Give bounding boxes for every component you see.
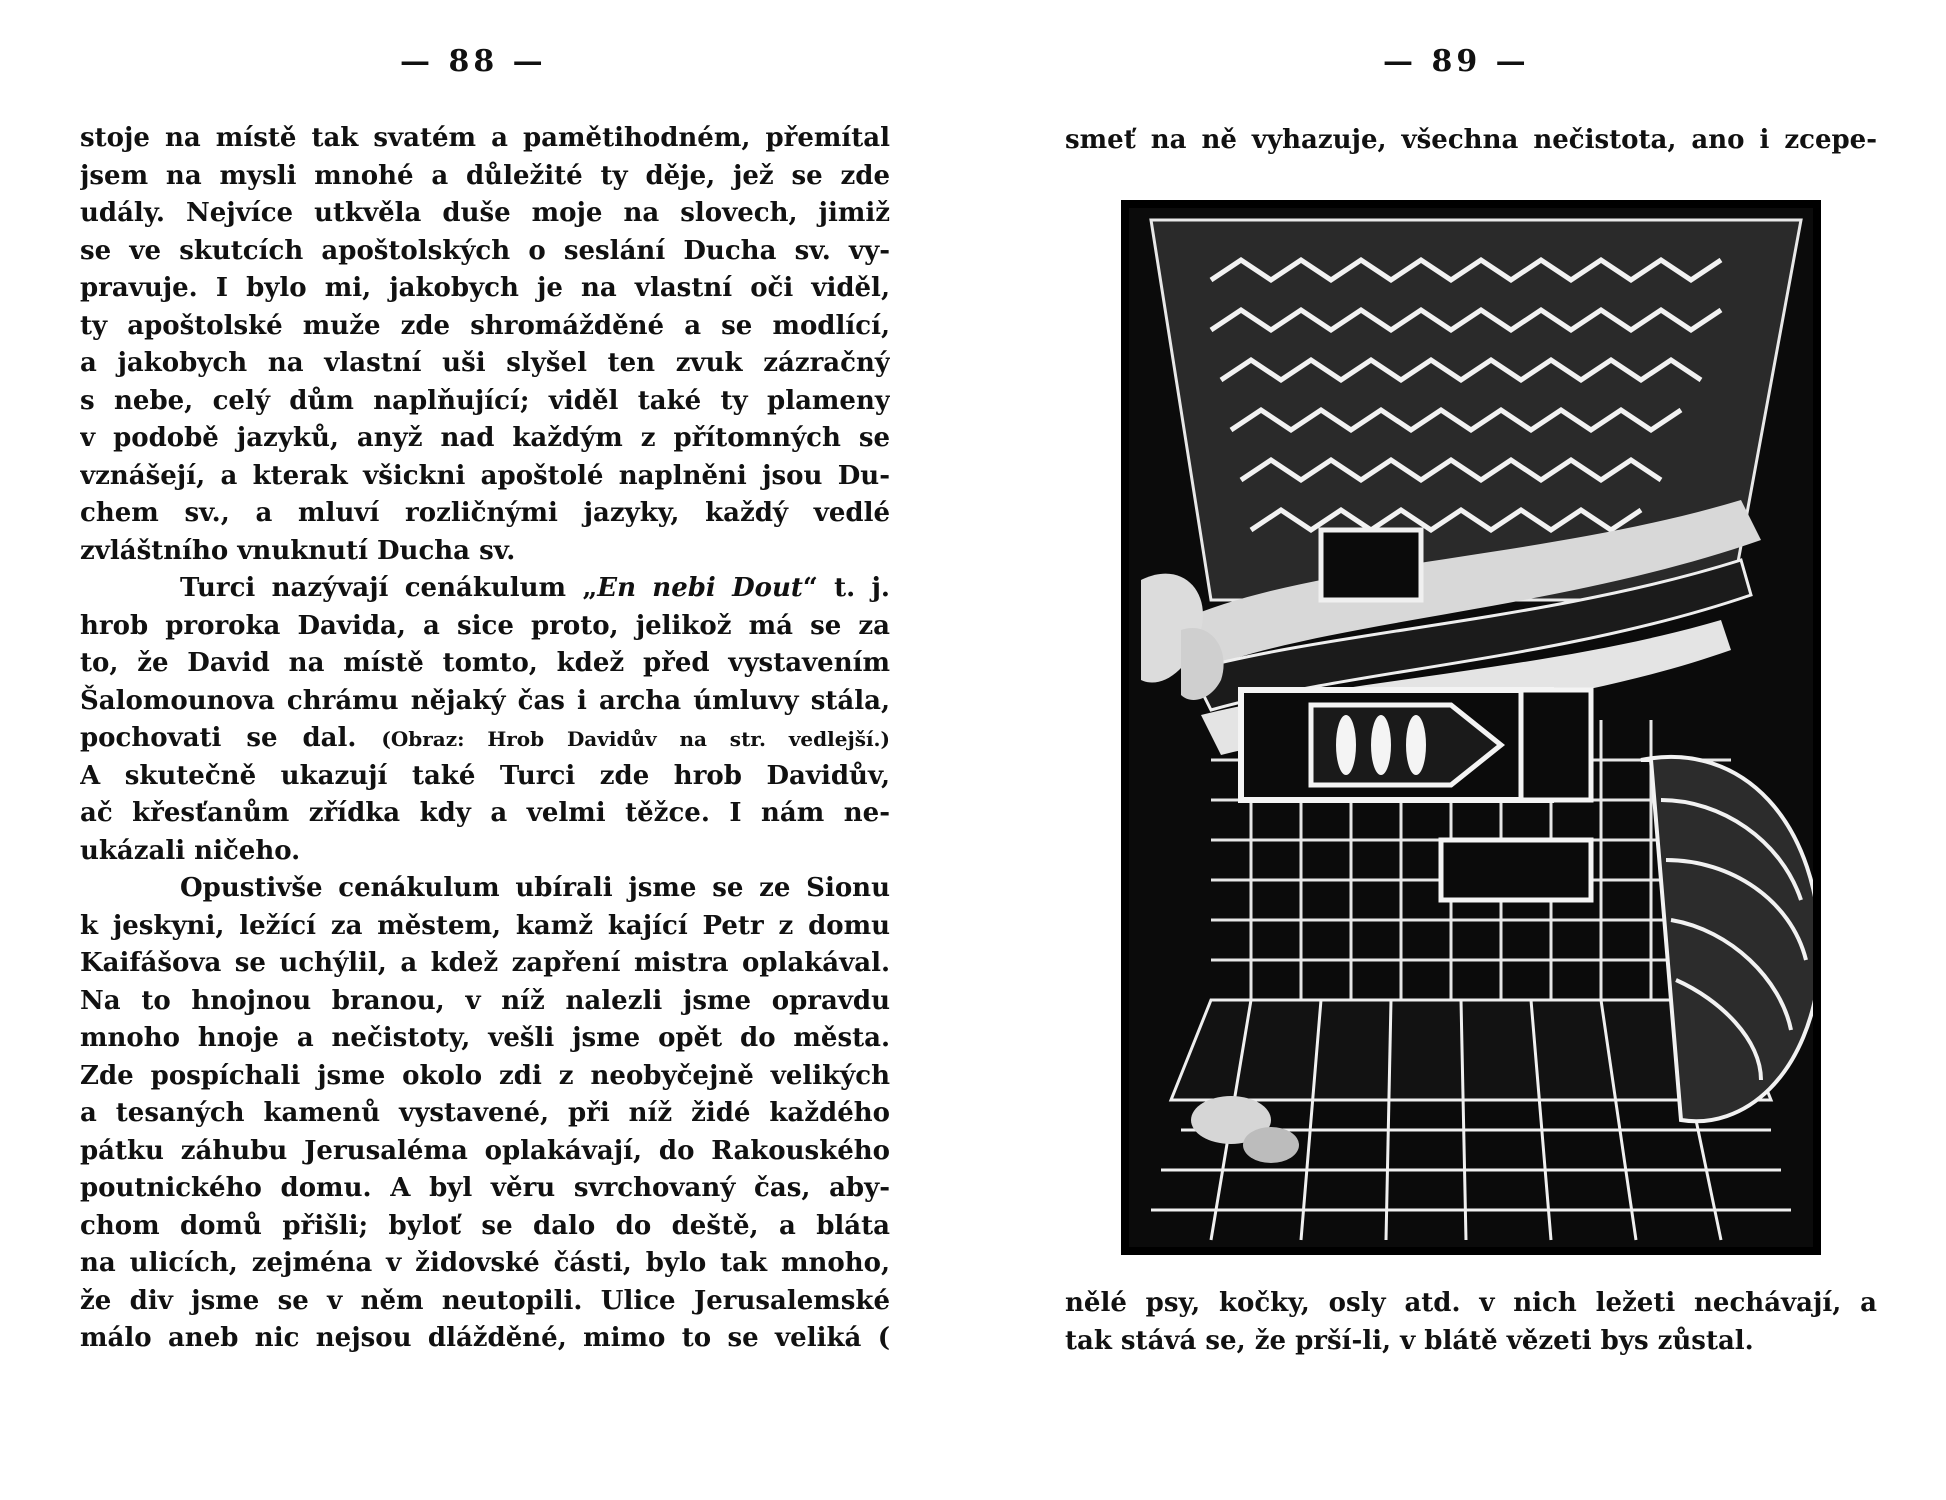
italic-term: En nebi Dout xyxy=(597,573,803,603)
right-page-bottom-text xyxy=(1065,1285,1877,1360)
text-line: málo aneb nic nejsou dlážděné, mimo to se veliká ( xyxy=(80,1323,890,1353)
text-line xyxy=(80,720,890,758)
text-line: zvláštního vnuknutí Ducha sv. xyxy=(80,535,516,566)
text-line: tak stává se, že prší-li, v blátě vězeti bys zůstal. xyxy=(1065,1325,1754,1356)
text-span: “ t. j. xyxy=(802,573,890,603)
right-page-top-text xyxy=(1065,122,1877,160)
text-line: chom domů přišli; byloť se dalo do deště, a bláta xyxy=(80,1210,890,1241)
page-number-left: — 88 — xyxy=(400,44,547,79)
text-line: a tesaných kamenů vystavené, při níž židé každého xyxy=(80,1098,890,1128)
text-line: hrob proroka Davida, a sice proto, jelikož má se za xyxy=(80,610,890,641)
text-line: vznášejí, a kterak všickni apoštolé naplněni jsou Du- xyxy=(80,460,890,491)
figure-reference: (Obraz: Hrob Davidův na str. vedlejší.) xyxy=(381,727,890,751)
text-line: udály. Nejvíce utkvěla duše moje na slovech, jimiž xyxy=(80,198,890,228)
text-line: chem sv., a mluví rozličnými jazyky, každý vedlé xyxy=(80,498,890,528)
text-line: jsem na mysli mnohé a důležité ty děje, jež se zde xyxy=(80,160,890,191)
text-line: smeť na ně vyhazuje, všechna nečistota, ano i zcepe- xyxy=(1065,125,1877,155)
right-page xyxy=(973,0,1946,1500)
text-line: Kaifášova se uchýlil, a kdež zapření mistra oplakával. xyxy=(80,948,890,978)
text-line: s nebe, celý dům naplňující; viděl také ty plameny xyxy=(80,385,890,416)
engraving-drawing xyxy=(1121,200,1821,1255)
text-line: v podobě jazyků, anyž nad každým z přítomných se xyxy=(80,423,890,453)
text-span: pochovati se dal. xyxy=(80,723,357,753)
text-span: Turci nazývají cenákulum „ xyxy=(180,573,598,603)
text-line: a jakobych na vlastní uši slyšel ten zvuk zázračný xyxy=(80,348,890,378)
text-line: Šalomounova chrámu nějaký čas i archa úmluvy stála, xyxy=(80,685,890,716)
text-line: pravuje. I bylo mi, jakobych je na vlastní oči viděl, xyxy=(80,273,890,303)
text-line: na ulicích, zejména v židovské části, bylo tak mnoho, xyxy=(80,1248,890,1278)
text-line: to, že David na místě tomto, kdež před vystavením xyxy=(80,648,890,678)
text-line: ukázali ničeho. xyxy=(80,835,301,866)
text-line: Opustivše cenákulum ubírali jsme se ze Sionu xyxy=(180,873,890,903)
text-line: ty apoštolské muže zde shromážděné a se modlící, xyxy=(80,310,890,341)
text-line: že div jsme se v něm neutopili. Ulice Jerusalemské xyxy=(80,1285,890,1316)
text-line: nělé psy, kočky, osly atd. v nich ležeti nechávají, a xyxy=(1065,1288,1877,1318)
text-line: ač křesťanům zřídka kdy a velmi těžce. I nám ne- xyxy=(80,798,890,828)
text-line: stoje na místě tak svatém a pamětihodném, přemítal xyxy=(80,123,890,153)
text-line: poutnického domu. A byl věru svrchovaný čas, aby- xyxy=(80,1173,890,1203)
text-line: Zde pospíchali jsme okolo zdi z neobyčejně velikých xyxy=(80,1060,890,1091)
text-line: Na to hnojnou branou, v níž nalezli jsme opravdu xyxy=(80,985,890,1016)
text-line: k jeskyni, ležící za městem, kamž kající Petr z domu xyxy=(80,910,890,941)
text-line: pátku záhubu Jerusaléma oplakávají, do Rakouského xyxy=(80,1135,890,1166)
text-line: se ve skutcích apoštolských o seslání Ducha sv. vy- xyxy=(80,235,890,266)
text-line xyxy=(80,570,890,608)
text-line: mnoho hnoje a nečistoty, vešli jsme opět do města. xyxy=(80,1023,890,1053)
tomb-of-david-engraving xyxy=(1121,200,1821,1255)
text-line: A skutečně ukazují také Turci zde hrob Davidův, xyxy=(80,760,890,791)
left-page-text xyxy=(80,120,890,1358)
page-number-right: — 89 — xyxy=(1383,44,1530,79)
